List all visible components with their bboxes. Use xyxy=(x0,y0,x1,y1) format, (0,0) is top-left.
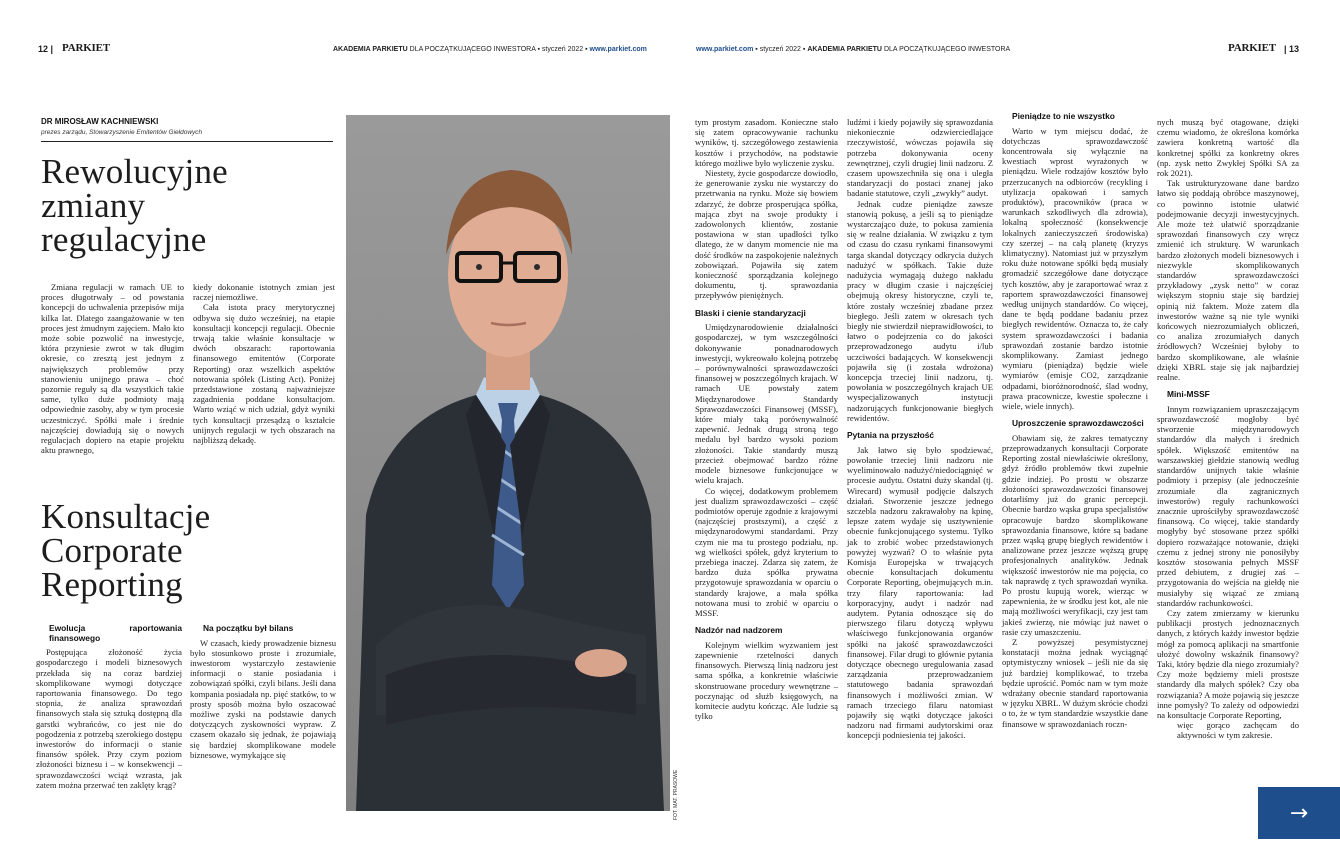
subheading-nadzor: Nadzór nad nadzorem xyxy=(695,625,783,636)
body-paragraph: Obawiam się, że zakres tematyczny przeprowadzanych konsultacji Corporate Reporting został niewłaściwie określony, gdyż źródło problemów tkwi zupełnie gdzie indziej. Po prostu w obszarze złożoności sprawozdawczości finansowej dotarliśmy już do granic percepcji. Obecnie bardzo wąska grupa specjalistów opracowuje bardzo skomplikowane sprawozdania finansowe, które są badane przez wąską grupę biegłych rewidentów i analizowane przez jeszcze węższą grupę profesjonalnych analityków. Jednak większość inwestorów nie ma pojęcia, co tak naprawdę z tych sprawozdań wynika. Po prostu kupują worek, wierząc w zapewnienia, że w środku jest kot, ale nie mają możliwości weryfikacji, czy jest tam jakieś zwierzę, nie mówiąc już nawet o rasie czy umaszczeniu. xyxy=(1002,432,1148,637)
subheading-pieniadze: Pieniądze to nie wszystko xyxy=(1012,111,1115,121)
body-paragraph: Niestety, życie gospodarcze dowiodło, że generowanie zysku nie wystarczy do przetrwania na rynku. Może się bowiem zdarzyć, że dobrze prosperująca spółka, mająca zbyt na swoje produkty i zadowolonych klientów, zostanie postawiona w stan upadłości tylko dlatego, że w danym momencie nie ma dość środków na zaspokojenie należnych zobowiązań. Pojawiła się zatem konieczność sporządzania kolejnego dokumentu, tj. sprawozdania przepływów pieniężnych. xyxy=(695,168,838,301)
article-title: Rewolucyjne zmiany regulacyjne xyxy=(41,152,228,259)
next-page-button[interactable] xyxy=(1258,787,1340,839)
subheading-pytania: Pytania na przyszłość xyxy=(847,430,935,441)
subheading-ewolucja: Ewolucja raportowania finansowego xyxy=(49,623,182,643)
body-paragraph: Postępująca złożoność życia gospodarczego i modeli biznesowych przekłada się na coraz bardziej skomplikowane wymogi dotyczące raportowania finansowego. Do tego stopnia, że analiza sprawozdań finansowych stała się sztuką dostępną dla garstki wybrańców, co jest nie do pogodzenia z potrzebą szerokiego dostępu inwestorów do informacji o stanie finansów spółek. Przy czym poziom złożoności biznesu i – w konsekwencji – sprawozdawczości wciąż wzrasta, jak zatem można przerwać ten zaklęty krąg? xyxy=(36,647,182,790)
body-paragraph: tym prostym zasadom. Konieczne stało się zatem opracowywanie rachunku wyników, tj. szczegółowego zestawienia kosztów i przychodów, na podstawie którego możliwe było wyliczenie zysku. xyxy=(695,117,838,168)
body-column-5 xyxy=(1002,112,1148,729)
right-page-number: | 13 xyxy=(1284,44,1300,54)
body-paragraph: W czasach, kiedy prowadzenie biznesu było stosunkowo proste i zrozumiałe, inwestorom wystarczyło zestawienie informacji o stanie posiadania i zobowiązań spółki, czyli bilans. Jeśli dana kompania posiadała np. pięć statków, to w prosty sposób można było oszacować możliwe zyski na podstawie danych dotyczących zyskowności wypraw. Z czasem okazało się jednak, że pojawiają się bardziej skomplikowane modele biznesowe, wymykające się xyxy=(190,637,336,760)
header-right-strip: www.parkiet.com ▪ styczeń 2022 ▪ AKADEMIA PARKIETU DLA POCZĄTKUJĄCEGO INWESTORA xyxy=(696,46,1011,53)
subheading-uproszczenie: Uproszczenie sprawozdawczości xyxy=(1012,418,1144,429)
photo-credit: FOT. MAT. PRASOWE xyxy=(673,769,679,820)
man-in-suit-illustration xyxy=(346,115,670,811)
body-paragraph: Jak łatwo się było spodziewać, powołanie trzeciej linii nadzoru nie wyeliminowało nadużyć/niedociągnięć w procesie audytu. Ostatni duży skandal (tj. Wirecard) wymusił podjęcie dalszych działań. Stworzenie jeszcze jednego szczebla nadzoru zakrawałoby na kpinę, lepsze zatem wydaje się usztywnienie obecnie funkcjonującego systemu. Tylko jak to zrobić wobec przedstawionych powyżej wyzwań? O to właśnie pyta Komisja Europejska w trwających obecnie konsultacjach dokumentu Corporate Reporting, obejmujących m.in. trzy filary raportowania: ład korporacyjny, audyt i nadzór nad audytem. Pytania odnoszące się do pierwszego filaru dotyczą wpływu właściwego funkcjonowania organów spółki na jakość sprawozdawczości finansowej. Filar drugi to głównie pytania dotyczące obecnego uregulowania zasad zarządzania przeprowadzaniem statutowego badania sprawozdań finansowych i możliwości zmian. W ramach trzeciego filaru natomiast pojawiły się wątki dotyczące jakości nadzoru nad firmami audytorskimi oraz koncepcji podniesienia tej jakości. xyxy=(847,444,993,741)
body-paragraph: nych muszą być otagowane, dzięki czemu wiadomo, że określona komórka zawiera konkretną wartość dla konkretnej spółki za konkretny okres (np. zysk netto Zwykłej Spółki SA za rok 2021). xyxy=(1157,117,1299,179)
lead-column-1 xyxy=(41,282,184,455)
author-role: prezes zarządu, Stowarzyszenie Emitentów Giełdowych xyxy=(41,129,203,136)
portrait-photo xyxy=(346,115,670,811)
left-page-number: 12 | xyxy=(38,44,54,54)
body-paragraph: Co więcej, dodatkowym problemem jest dualizm sprawozdawczości – część podmiotów operuje zgodnie z krajowymi (najczęściej prostszymi), a część z międzynarodowymi standardami. Przy czym nie ma tu prostego podziału, np. wg wielkości spółek, gdyż kryterium to przebiega inaczej. Zdarza się zatem, że bardzo duża spółka prywatna przygotowuje sprawozdania w oparciu o standardy krajowe, a mała spółka notowana musi to zrobić w oparciu o MSSF. xyxy=(695,485,838,618)
body-column-3 xyxy=(695,117,838,721)
lead-column-2 xyxy=(193,282,335,445)
body-column-2 xyxy=(190,624,336,760)
header-left-strip: AKADEMIA PARKIETU DLA POCZĄTKUJĄCEGO INWESTORA ▪ styczeń 2022 ▪ www.parkiet.com xyxy=(333,46,647,53)
author-name: DR MIROSŁAW KACHNIEWSKI xyxy=(41,117,159,126)
body-column-6 xyxy=(1157,117,1299,741)
body-paragraph: Warto w tym miejscu dodać, że dotychczas sprawozdawczość koncentrowała się wyłącznie na kwestiach wprost wyrażonych w pieniądzu. Wiele rodzajów kosztów było przerzucanych na odbiorców (recykling i utylizacja opakowań i samych produktów), pracowników (praca w warunkach szkodliwych dla zdrowia), lokalną społeczność (konsekwencje lokalnych zanieczyszczeń środowiska) czy szerzej – na całą planetę (kryzys klimatyczny). Natomiast już w przyszłym roku duże notowane spółki będą musiały gromadzić szczegółowe dane dotyczące tych kosztów, aby je zaraportować wraz z raportem sprawozdawczości finansowej według unijnych standardów. Co więcej, dane te będą poddane badaniu przez biegłych rewidentów. Oznacza to, że cały system sprawozdawczości i badania sprawozdań zostanie bardzo istotnie skomplikowany. Zamiast jednego wymiaru (pieniądza) będzie wiele wymiarów (emisje CO2, zarządzanie odpadami, bioróżnorodność, ślad wodny, prawa pracownicze, kwestie społeczne i wiele, wiele innych). xyxy=(1002,125,1148,412)
subheading-mini-mssf: Mini-MSSF xyxy=(1167,389,1210,400)
body-paragraph: więc gorąco zachęcam do aktywności w tym zakresie. xyxy=(1177,720,1299,741)
body-paragraph: ludźmi i kiedy pojawiły się sprawozdania niekoniecznie odzwierciedlające rzeczywistość, wówczas pojawiła się potrzeba dokonywania oceny zewnętrznej, czyli drugiej linii nadzoru. Z czasem upowszechniła się ona i uległa standaryzacji do postaci znanej jako badanie statutowe, czyli „zwykły” audyt. xyxy=(847,117,993,199)
body-paragraph: Innym rozwiązaniem upraszczającym sprawozdawczość mogłoby być stworzenie międzynarodowych standardów dla małych i średnich spółek. Większość emitentów na warszawskiej giełdzie stanowią według standardów unijnych takie właśnie podmioty i przepisy (ale jednocześnie zrozumiałe dla zagranicznych inwestorów) reguły rachunkowości znacznie uprościłyby sprawozdawczość finansową. Co więcej, takie standardy mogłyby być stosowane przez spółki dopiero rozważające notowanie, dzięki czemu z jednej strony nie ponosiłyby kosztów stosowania pełnych MSSF przed debiutem, z drugiej zaś – przygotowania do wejścia na giełdę nie musiałyby się wiązać ze zmianą standardów rachunkowości. xyxy=(1157,403,1299,608)
subheading-blaski: Blaski i cienie standaryzacji xyxy=(695,307,806,318)
body-paragraph: Czy zatem zmierzamy w kierunku publikacji prostych jednoznacznych danych, z których każdy inwestor będzie mógł za pomocą aplikacji na smartfonie ułożyć dowolny wskaźnik finansowy? Taki, który będzie dla niego zrozumiały? Czy może będziemy mieli prostsze standardy dla małych spółek? Czy oba rozwiązania? A może pojawią się jeszcze inne pomysły? To zależy od odpowiedzi na konsultacje Corporate Reporting, xyxy=(1157,607,1299,720)
lead-paragraph: Zmiana regulacji w ramach UE to proces długotrwały – od powstania koncepcji do uchwalenia przepisów mija kilka lat. Dlatego zaangażowanie w ten proces jest żmudnym zajęciem. Mało kto może sobie pozwolić na inwestycje, która przyniesie zwrot w tak długim okresie, co zresztą jest jednym z największych problemów przy stanowieniu unijnego prawa – choć pozornie reguły są dla wszystkich takie same, tylko duże podmioty mają odpowiednie zasoby, aby w tym procesie uczestniczyć. Spółki małe i średnie najczęściej dowiadują się o nowych regulacjach dopiero na etapie projektu aktu prawnego, xyxy=(41,282,184,456)
body-paragraph: Umiędzynarodowienie działalności gospodarczej, w tym wszczególności dokonywanie ponadnarodowych inwestycji, wykreowało kolejną potrzebę – porównywalności sprawozdawczości finansowej w poszczególnych krajach. W ramach UE powstały zatem Międzynarodowe Standardy Sprawozdawczości Finansowej (MSSF), które miały taką porównywalność zapewnić. Jednak drugą stroną tego medalu był bardzo wysoki poziom złożoności. Takie standardy muszą przecież obejmować bardzo różne modele biznesowe funkcjonujące w wielu krajach. xyxy=(695,322,838,486)
body-paragraph: Z powyższej pesymistycznej konstatacji można jednak wyciągnąć optymistyczny wniosek – jeśli nie da się już bardziej komplikować, to trzeba będzie uprościć. Pomóc nam w tym może wdrażany obecnie standard raportowania w języku XBRL. W dużym skrócie chodzi o to, że w tym standardzie wszystkie dane finansowe w sprawozdaniach roczn- xyxy=(1002,636,1148,729)
parkiet-logo-left: PARKIET xyxy=(62,42,110,54)
lead-paragraph: kiedy dokonanie istotnych zmian jest raczej niemożliwe. xyxy=(193,282,335,303)
body-column-4 xyxy=(847,117,993,741)
body-paragraph: Tak ustrukturyzowane dane bardzo łatwo się poddają obróbce maszynowej, co powinno istotnie ułatwić podejmowanie decyzji inwestycyjnych. Ale może też ułatwić sporządzanie sprawozdań finansowych czy wręcz zmienić ich strukturę. W warunkach bardzo złożonych modeli biznesowych i niezwykle skomplikowanych standardów sprawozdawczości przykładowy „zysk netto” w coraz większym stopniu staje się bardziej opinią niż faktem. Może zatem dla inwestorów ważne są nie tyle wyniki końcowych niezrozumiałych obliczeń, co analiza zrozumiałych danych źródłowych? Wcześniej byłoby to bardzo skomplikowane, ale właśnie dzięki XBRL staje się jak najbardziej realne. xyxy=(1157,178,1299,383)
author-rule xyxy=(41,141,333,142)
section-title: Konsultacje Corporate Reporting xyxy=(41,497,211,604)
body-paragraph: Kolejnym wielkim wyzwaniem jest zapewnienie rzetelności danych finansowych. Pierwszą linią nadzoru jest sama spółka, a konkretnie właściwie skonstruowane procedury wewnętrzne – poczynając od służb księgowych, na komitecie audytu kończąc. Ale ludzie są tylko xyxy=(695,639,838,722)
body-column-1 xyxy=(36,624,182,790)
body-paragraph: Jednak cudze pieniądze zawsze stanowią pokusę, a jeśli są to pieniądze wystarczająco duże, to pokusa zamienia się w realne działania. W związku z tym od czasu do czasu rynkami finansowymi targa skandal dotyczący odkrycia dużych nadużyć w spółkach. Takie duże nadużycia wymagają dużego nakładu pracy w długim czasie i najczęściej obejmują okresy historyczne, czyli te, które zostały wcześniej zbadane przez biegłego. Jeśli zatem w okresach tych biegły nie stwierdził nieprawidłowości, to łatwo o podejrzenia co do jakości przeprowadzonego audytu i/lub uczciwości badających. W konsekwencji pojawiła się (i została wdrożona) koncepcja trzeciej linii nadzoru, tj. powołania w poszczególnych krajach UE wyspecjalizowanych instytucji nadzorujących funkcjonowanie biegłych rewidentów. xyxy=(847,198,993,423)
arrow-right-icon: → xyxy=(1289,800,1309,826)
parkiet-logo-right: PARKIET xyxy=(1228,42,1276,54)
lead-paragraph: Cała istota pracy merytorycznej odbywa się dużo wcześniej, na etapie konsultacji koncepcji regulacji. Obecnie trwają takie właśnie konsultacje w dwóch obszarach: raportowania finansowego emitentów (Corporate Reporting) oraz wszelkich aspektów notowania spółek (Listing Act). Poniżej przedstawione zostaną najważniejsze zagadnienia poddane konsultacjom. Warto wziąć w nich udział, gdyż wyniki tych konsultacji przesądzą o kształcie unijnych regulacji w tych obszarach na najbliższą dekadę. xyxy=(193,302,335,446)
subheading-bilans: Na początku był bilans xyxy=(203,623,294,633)
